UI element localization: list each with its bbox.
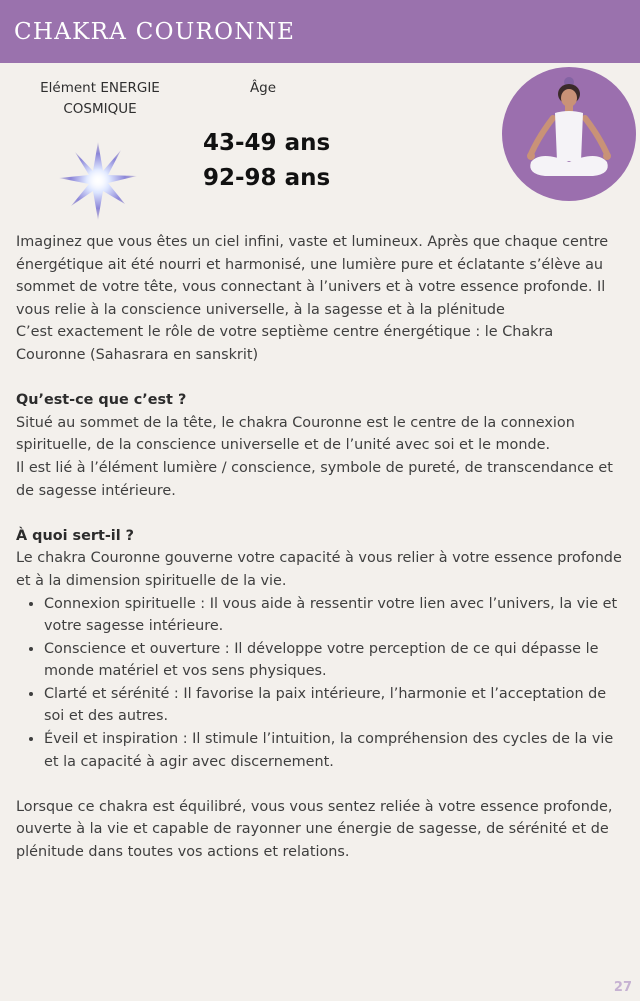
what-paragraph-2: Il est lié à l’élément lumière / conscience, symbole de pureté, de transcendance et de sagesse intérieure. xyxy=(16,459,613,499)
page-header xyxy=(0,0,640,63)
purpose-heading: À quoi sert-il ? xyxy=(16,527,135,544)
main-content xyxy=(16,231,624,864)
conclusion-paragraph: Lorsque ce chakra est équilibré, vous vous sentez reliée à votre essence profonde, ouverte à la vie et capable de rayonner une énergie de sagesse, de sérénité et de plénitude dans toutes vos actions et relations. xyxy=(16,798,613,861)
element-label-line2: COSMIQUE xyxy=(63,101,137,117)
element-label-line1: Elément ENERGIE xyxy=(40,80,160,96)
age-label: Âge xyxy=(249,80,277,96)
age-range-1: 43-49 ans xyxy=(203,130,331,156)
list-item: • Éveil et inspiration : Il stimule l’intuition, la compréhension des cycles de la vie et la capacité à agir avec discernement. xyxy=(44,728,624,773)
element-label xyxy=(30,78,170,120)
meditation-pose-icon xyxy=(501,66,637,202)
intro-paragraph-1: Imaginez que vous êtes un ciel infini, vaste et lumineux. Après que chaque centre énergétique ait été nourri et harmonisé, une lumière pure et éclatante s’élève au sommet de votre tête, vous connectant à l’univers et à votre essence profonde. Il vous relie à la conscience universelle, à la sagesse et à la plénitude xyxy=(16,234,609,318)
what-paragraph-1: Situé au sommet de la tête, le chakra Couronne est le centre de la connexion spirituelle, de la conscience universelle et de l’unité avec soi et le monde. xyxy=(16,414,575,454)
list-item: • Conscience et ouverture : Il développe votre perception de ce qui dépasse le monde matériel et vos sens physiques. xyxy=(44,638,624,683)
intro-paragraph-2: C’est exactement le rôle de votre septième centre énergétique : le Chakra Couronne (Sahasrara en sanskrit) xyxy=(16,324,554,363)
what-heading: Qu’est-ce que c’est ? xyxy=(16,392,187,409)
page-title: CHAKRA COURONNE xyxy=(14,19,296,45)
list-item: • Clarté et sérénité : Il favorise la paix intérieure, l’harmonie et l’acceptation de soi et des autres. xyxy=(44,683,624,728)
purpose-list xyxy=(16,593,624,774)
page-number: 27 xyxy=(613,980,632,995)
list-item: • Connexion spirituelle : Il vous aide à ressentir votre lien avec l’univers, la vie et votre sagesse intérieure. xyxy=(44,593,624,638)
purpose-intro: Le chakra Couronne gouverne votre capacité à vous relier à votre essence profonde et à la dimension spirituelle de la vie. xyxy=(16,550,622,589)
age-range-2: 92-98 ans xyxy=(203,165,331,191)
sparkle-star-icon xyxy=(55,138,141,224)
